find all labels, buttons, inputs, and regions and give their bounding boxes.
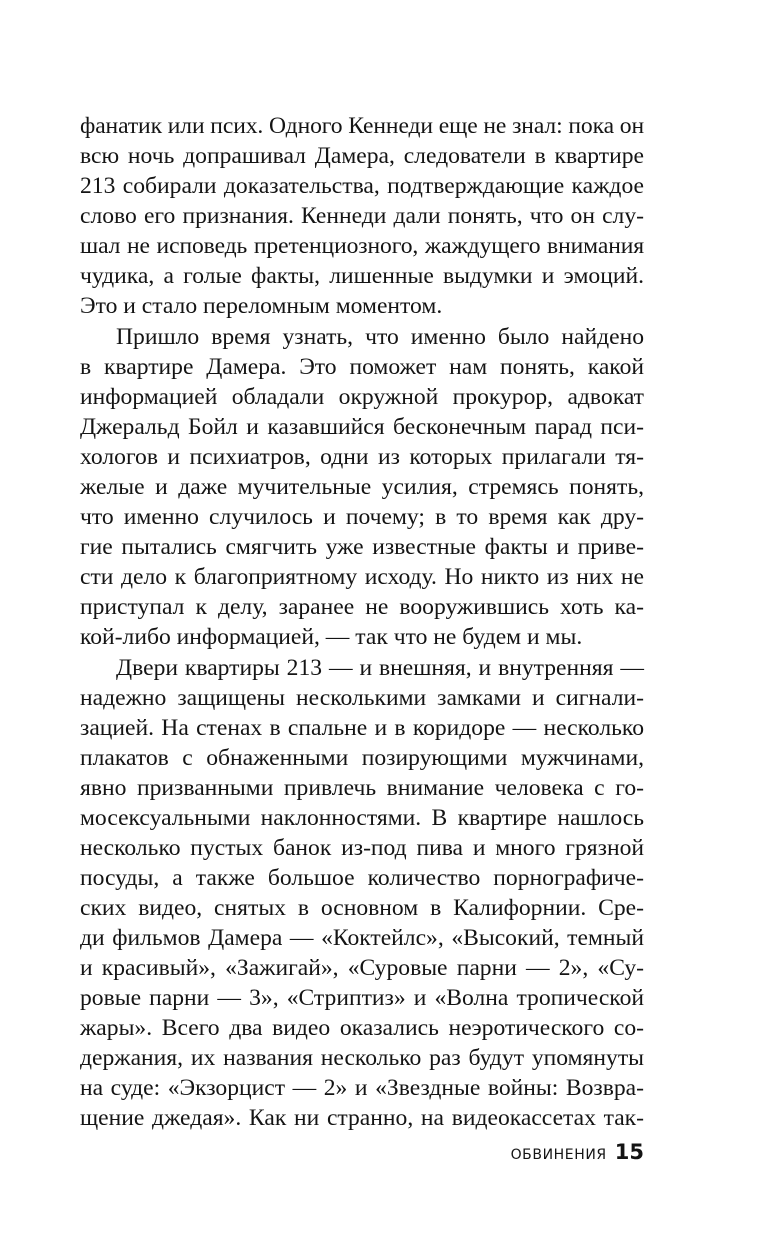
text-line: ди фильмов Дамера — «Коктейлс», «Высокий, темный [80,925,644,951]
text-line: кой-либо информацией, — так что не будем и мы. [80,624,583,650]
text-line: ровые парни — 3», «Стриптиз» и «Волна тропической [80,985,644,1011]
running-head: ОБВИНЕНИЯ [510,1147,607,1163]
text-line: щение джедая». Как ни странно, на видеокассетах так- [80,1105,644,1131]
text-line: несколько пустых банок из-под пива и много грязной [80,835,644,861]
text-line: 213 собирали доказательства, подтверждающие каждое [80,173,644,199]
text-line: и красивый», «Зажигай», «Суровые парни — 2», «Су- [80,955,644,981]
text-line: приступал к делу, заранее не вооружившись хоть ка- [80,594,644,620]
text-line: хологов и психиатров, одни из которых прилагали тя- [80,444,644,470]
text-line: мосексуальными наклонностями. В квартире нашлось [80,805,644,831]
paragraph [80,111,644,321]
page-footer [0,1140,644,1164]
page-number: 15 [614,1140,644,1164]
text-line: в квартире Дамера. Это поможет нам понять, какой [80,354,644,380]
text-line: что именно случилось и почему; в то время как дру- [80,504,644,530]
text-line: держания, их названия несколько раз будут упомянуты [80,1045,644,1071]
text-line: желые и даже мучительные усилия, стремясь понять, [80,474,644,500]
text-line: Это и стало переломным моментом. [80,293,443,319]
text-line: надежно защищены несколькими замками и сигнали- [80,685,644,711]
text-line: на суде: «Экзорцист — 2» и «Звездные войны: Возвра- [80,1075,644,1101]
text-line: фанатик или псих. Одного Кеннеди еще не знал: пока он [80,113,644,139]
paragraph [80,322,644,652]
text-line: посуды, а также большое количество порнографиче- [80,865,644,891]
text-line: зацией. На стенах в спальне и в коридоре — несколько [80,715,644,741]
paragraph [80,653,644,1133]
text-line: Джеральд Бойл и казавшийся бесконечным парад пси- [80,414,644,440]
text-line: гие пытались смягчить уже известные факты и приве- [80,534,644,560]
text-line: всю ночь допрашивал Дамера, следователи в квартире [80,143,644,169]
text-line: жары». Всего два видео оказались неэротического со- [80,1015,644,1041]
text-line: слово его признания. Кеннеди дали понять, что он слу- [80,203,644,229]
body-text [80,111,644,1133]
text-line: Двери квартиры 213 — и внешняя, и внутренняя — [116,655,644,681]
text-line: сти дело к благоприятному исходу. Но никто из них не [80,564,644,590]
text-line: ских видео, снятых в основном в Калифорнии. Сре- [80,895,644,921]
text-line: шал не исповедь претенциозного, жаждущего внимания [80,233,644,259]
text-line: информацией обладали окружной прокурор, адвокат [80,384,644,410]
text-line: чудика, а голые факты, лишенные выдумки и эмоций. [80,263,644,289]
text-line: плакатов с обнаженными позирующими мужчинами, [80,745,644,771]
text-line: явно призванными привлечь внимание человека с го- [80,775,644,801]
text-line: Пришло время узнать, что именно было найдено [116,324,644,350]
